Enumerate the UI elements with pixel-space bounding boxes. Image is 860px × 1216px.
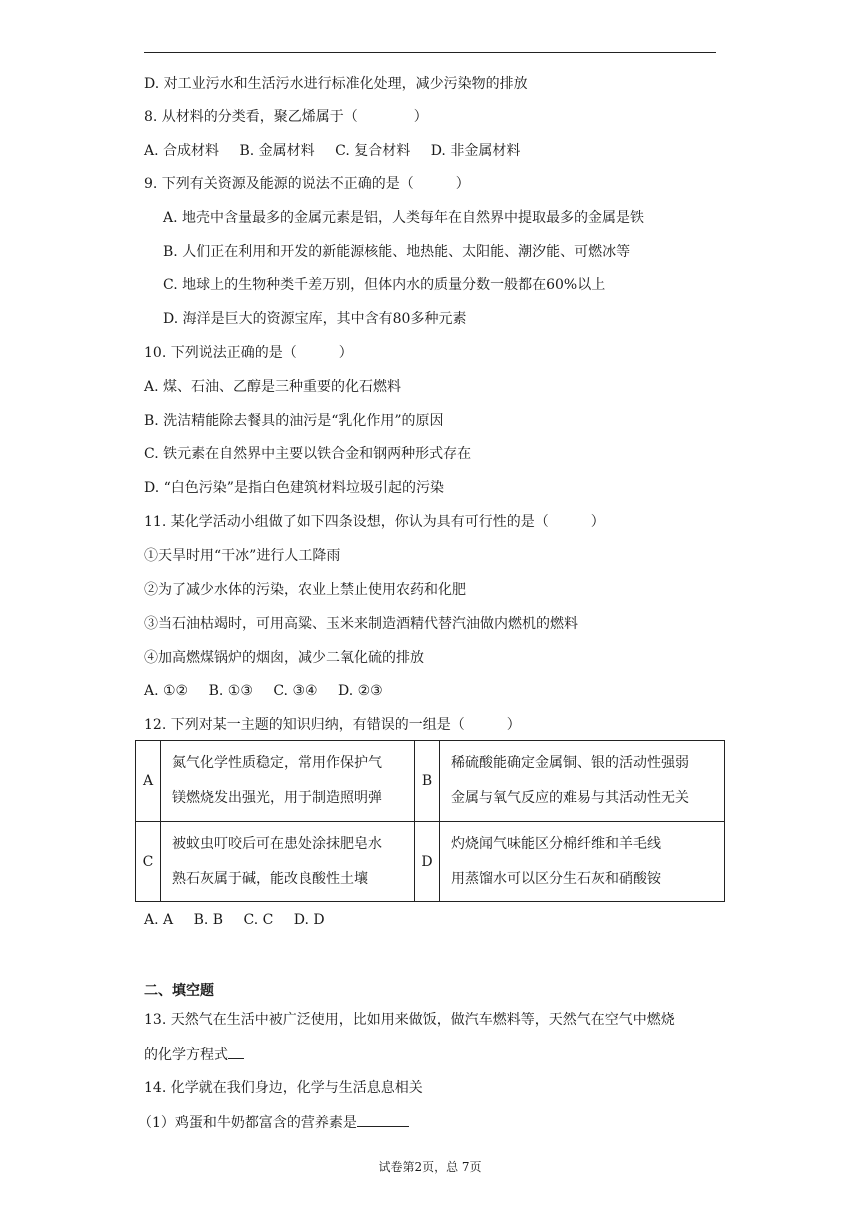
q11-options [144,681,383,701]
q8-stem: 8. 从材料的分类看，聚乙烯属于（ ） [144,109,428,125]
q12-options [144,910,325,930]
q10-option-c: C. 铁元素在自然界中主要以铁合金和钢两种形式存在 [144,446,472,462]
q8-option-b: B. 金属材料 [239,143,315,159]
q8-option-a: A. 合成材料 [144,143,220,159]
q13-line-1: 13. 天然气在生活中被广泛使用，比如用来做饭，做汽车燃料等，天然气在空气中燃烧 [144,1012,675,1028]
cell-b-line-1: 稀硫酸能确定金属铜、银的活动性强弱 [451,755,689,771]
q13-answer-blank[interactable] [228,1044,244,1059]
q8-options [144,141,520,161]
section-title-fill-blank: 二、填空题 [144,983,214,999]
cell-d-line-2: 用蒸馏水可以区分生石灰和硝酸铵 [451,870,661,887]
q11-option-b: B. ①③ [208,683,253,699]
cell-label-a: A [136,741,161,822]
cell-a-line-2: 镁燃烧发出强光，用于制造照明弹 [172,790,382,806]
q8-option-c: C. 复合材料 [335,143,411,159]
q9-option-d: D. 海洋是巨大的资源宝库，其中含有80多种元素 [163,311,467,327]
q13-line-2 [144,1044,244,1065]
table-row [136,741,725,822]
cell-label-b: B [415,741,440,822]
cell-content-b [440,741,725,822]
cell-a-line-1: 氮气化学性质稳定，常用作保护气 [172,755,382,771]
q10-option-a: A. 煤、石油、乙醇是三种重要的化石燃料 [144,379,402,395]
q12-option-b: B. B [193,912,224,928]
q12-option-a: A. A [144,912,174,928]
q7-option-d: D. 对工业污水和生活污水进行标准化处理，减少污染物的排放 [144,76,528,92]
cell-label-c: C [136,822,161,902]
q13-line-2-text: 的化学方程式 [144,1047,228,1063]
q11-item-1: ①天旱时用“干冰”进行人工降雨 [144,548,341,564]
q14-stem: 14. 化学就在我们身边，化学与生活息息相关 [144,1080,423,1096]
header-rule [144,52,716,53]
q11-stem: 11. 某化学活动小组做了如下四条设想，你认为具有可行性的是（ ） [144,514,605,530]
cell-label-d: D [415,822,440,902]
q12-option-d: D. D [293,912,325,928]
cell-c-line-2: 熟石灰属于碱，能改良酸性土壤 [172,870,368,887]
q10-option-d: D. “白色污染”是指白色建筑材料垃圾引起的污染 [144,480,444,496]
table-row [136,822,725,902]
q9-option-c: C. 地球上的生物种类千差万别，但体内水的质量分数一般都在60%以上 [163,277,606,293]
q9-option-a: A. 地壳中含量最多的金属元素是铝，人类每年在自然界中提取最多的金属是铁 [163,210,645,226]
cell-b-line-2: 金属与氧气反应的难易与其活动性无关 [451,790,689,806]
q10-stem: 10. 下列说法正确的是（ ） [144,345,353,361]
cell-d-line-1: 灼烧闻气味能区分棉纤维和羊毛线 [451,835,661,852]
q14-sub-1-text: （1）鸡蛋和牛奶都富含的营养素是 [138,1115,357,1131]
cell-content-a [161,741,415,822]
q14-sub-1 [138,1112,409,1133]
cell-content-c [161,822,415,902]
q12-option-c: C. C [243,912,274,928]
q9-stem: 9. 下列有关资源及能源的说法不正确的是（ ） [144,176,470,192]
q11-item-2: ②为了减少水体的污染，农业上禁止使用农药和化肥 [144,582,466,598]
q12-stem: 12. 下列对某一主题的知识归纳，有错误的一组是（ ） [144,717,521,733]
q9-option-b: B. 人们正在利用和开发的新能源核能、地热能、太阳能、潮汐能、可燃冰等 [163,244,631,260]
cell-c-line-1: 被蚊虫叮咬后可在患处涂抹肥皂水 [172,835,382,852]
q8-option-d: D. 非金属材料 [430,143,521,159]
q11-option-a: A. ①② [144,683,189,699]
q10-option-b: B. 洗洁精能除去餐具的油污是“乳化作用”的原因 [144,413,444,429]
q11-item-3: ③当石油枯竭时，可用高粱、玉米来制造酒精代替汽油做内燃机的燃料 [144,616,578,632]
q14-sub-1-answer-blank[interactable] [357,1112,409,1127]
cell-content-d [440,822,725,902]
q11-option-c: C. ③④ [273,683,318,699]
page-footer: 试卷第2页，总 7页 [378,1160,482,1174]
q11-item-4: ④加高燃煤锅炉的烟囱，减少二氧化硫的排放 [144,650,424,666]
q11-option-d: D. ②③ [338,683,383,699]
q12-knowledge-table [135,740,725,902]
